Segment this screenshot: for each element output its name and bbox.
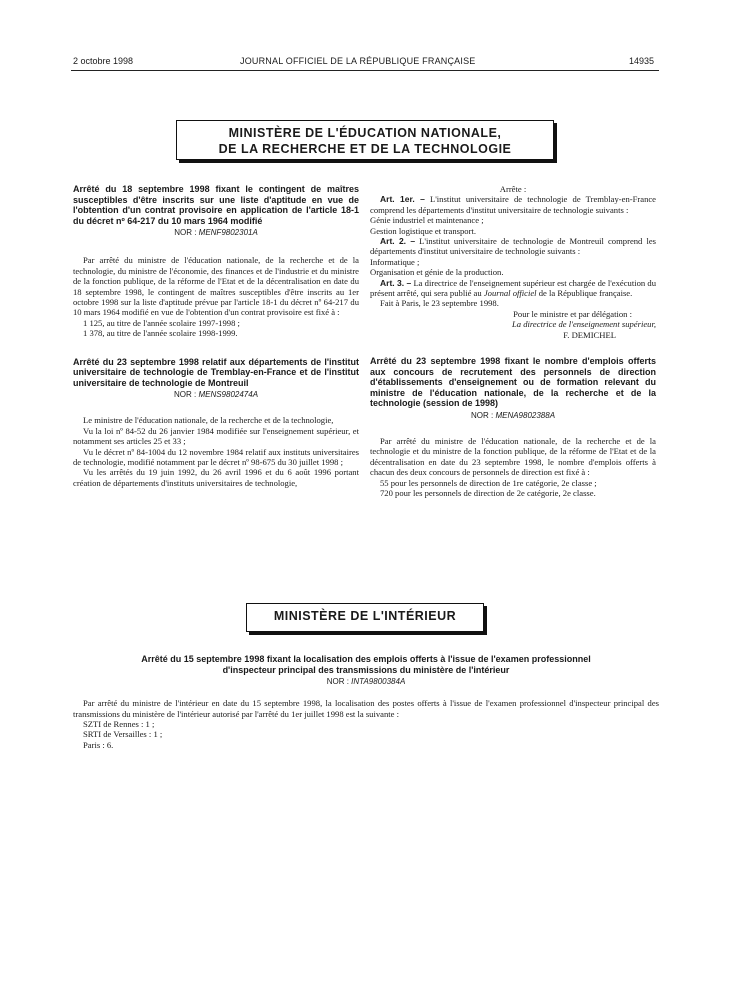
arrete-2-title: Arrêté du 23 septembre 1998 relatif aux départements de l'institut universitaire de technologie de Tremblay-en-France et de l'institut universitaire de technologie de Montreuil [73,356,359,388]
arrete-4-title-line-1: Arrêté du 15 septembre 1998 fixant la localisation des emplois offerts à l'issue de l'examen professionnel [141,654,591,664]
ministry-line-1: MINISTÈRE DE L'ÉDUCATION NATIONALE, [228,126,502,140]
header-page-number: 14935 [629,56,655,66]
nor-code: MENA9802388A [495,411,556,421]
arrete-2 [73,357,359,489]
arrete-2-paragraph: Vu la loi nº 84-52 du 26 janvier 1984 modifiée sur l'enseignement supérieur, et notamment ses articles 25 et 33 ; [73,425,359,447]
article-3-journal: Journal officiel [483,288,537,299]
arrete-3-nor [370,411,656,420]
arrete-word: Arrête : [499,184,527,194]
nor-label: NOR : [173,390,197,400]
header-date: 2 octobre 1998 [73,56,134,66]
nor-label: NOR : [326,677,349,687]
arrete-1-body: Par arrêté du ministre de l'éducation nationale, de la recherche et de la technologie, du ministre de l'économie, des finances et de l'industrie et du ministre de la fonction publique, de la réforme de l'Etat et de la décentralisation en date du 18 septembre 1998, le contingent de maîtres susceptibles d'être inscrits au 1er octobre 1998 sur la liste d'aptitude prévue par l'article 18-1 du décret nº 64-217 du 10 mars 1964 modifié en vue de l'obtention d'un contrat provisoire est fixé à : [73,255,359,318]
arrete-4-title-line-2: d'inspecteur principal des transmissions du ministère de l'intérieur [222,664,510,675]
arrete-2-paragraph: Le ministre de l'éducation nationale, de la recherche et de la technologie, [83,415,334,426]
article-3-label: Art. 3. – [380,277,412,288]
arrete-4-body: Par arrêté du ministre de l'intérieur en date du 15 septembre 1998, la localisation des postes offerts à l'issue de l'examen professionnel d'inspecteur principal des transmissions du ministère de l'intérieur autorisé par l'arrêté du 1er juillet 1998 est la suivante : [73,698,659,719]
nor-code: MENF9802301A [198,228,258,238]
arrete-3-title: Arrêté du 23 septembre 1998 fixant le nombre d'emplois offerts aux concours de recrutement des personnels de direction d'établissements d'enseignement ou de formation relevant du ministre de l'éducation nationale, de la recherche et de la technologie (session de 1998) [370,356,656,409]
signature-line-2: La directrice de l'enseignement supérieur, [512,319,656,330]
arrete-3-body: Par arrêté du ministre de l'éducation nationale, de la recherche et de la technologie et du ministre de la fonction publique, de la réforme de l'Etat et de la décentralisation en date du 23 septembre 1998, le nombre d'emplois offerts à chacun des deux concours de personnels de direction est fixé à : [370,436,656,478]
arrete-4 [73,654,659,750]
arrete-1-item-1: 1 125, au titre de l'année scolaire 1997-1998 ; [83,317,240,328]
article-2-item: Organisation et génie de la production. [370,267,504,278]
article-2 [370,236,656,257]
done-at: Fait à Paris, le 23 septembre 1998. [380,298,499,309]
article-1 [370,194,656,215]
article-1-label: Art. 1er. – [380,194,425,205]
right-column [370,184,656,499]
ministry-line-2: DE LA RECHERCHE ET DE LA TECHNOLOGIE [218,142,512,156]
signature-line-1: Pour le ministre et par délégation : [513,308,632,319]
article-1-text: L'institut universitaire de technologie de Tremblay-en-France comprend les départements d'institut universitaire de technologie suivants : [370,194,656,215]
article-3-text-after: de la République française. [538,288,633,299]
arrete-4-item: Paris : 6. [83,739,114,750]
left-column [73,184,359,488]
nor-code: MENS9802474A [198,390,259,400]
arrete-4-item: SZTI de Rennes : 1 ; [83,719,155,729]
signature-name: F. DEMICHEL [563,329,616,340]
arrete-1 [73,184,359,339]
article-2-label: Art. 2. – [380,236,416,247]
header-journal-title: JOURNAL OFFICIEL DE LA RÉPUBLIQUE FRANÇAISE [240,56,476,66]
arrete-3-item: 55 pour les personnels de direction de 1re catégorie, 2e classe ; [380,477,597,488]
article-1-item: Gestion logistique et transport. [370,225,476,236]
article-2-text: L'institut universitaire de technologie de Montreuil comprend les départements d'institut universitaire de technologie suivants : [370,236,656,257]
arrete-1-item-2: 1 378, au titre de l'année scolaire 1998-1999. [83,328,238,339]
arrete-1-title: Arrêté du 18 septembre 1998 fixant le contingent de maîtres susceptibles d'être inscrits sur une liste d'aptitude en vue de l'obtention d'un contrat provisoire en application de l'article 18-1 du décret nº 64-217 du 10 mars 1964 modifié [73,184,359,226]
arrete-3 [370,356,656,498]
arrete-2-paragraph: Vu le décret nº 84-1004 du 12 novembre 1984 relatif aux instituts universitaires de technologie, modifié notamment par le décret nº 98-675 du 30 juillet 1998 ; [73,446,359,468]
ministry-box-interior: MINISTÈRE DE L'INTÉRIEUR [246,603,484,632]
arrete-2-paragraph: Vu les arrêtés du 19 juin 1992, du 26 avril 1996 et du 6 août 1996 portant création de départements d'instituts universitaires de technologie, [73,467,359,488]
arrete-2-nor [73,390,359,399]
nor-code: INTA9800384A [351,677,406,687]
arrete-3-item: 720 pour les personnels de direction de 2e catégorie, 2e classe. [380,488,596,499]
article-1-item: Génie industriel et maintenance ; [370,215,484,226]
arrete-2-continued [370,184,656,340]
arrete-1-nor [73,228,359,237]
arrete-4-item: SRTI de Versailles : 1 ; [83,729,163,740]
nor-label: NOR : [174,228,197,238]
article-3-text-before: La directrice de l'enseignement supérieur est chargée de l'exécution du présent arrêté, qui sera publié au [370,277,656,299]
article-3 [370,278,656,299]
header-rule [71,70,659,71]
arrete-4-nor [73,677,659,686]
ministry-box-education [176,120,554,160]
article-2-item: Informatique ; [370,256,420,267]
nor-label: NOR : [470,411,494,421]
